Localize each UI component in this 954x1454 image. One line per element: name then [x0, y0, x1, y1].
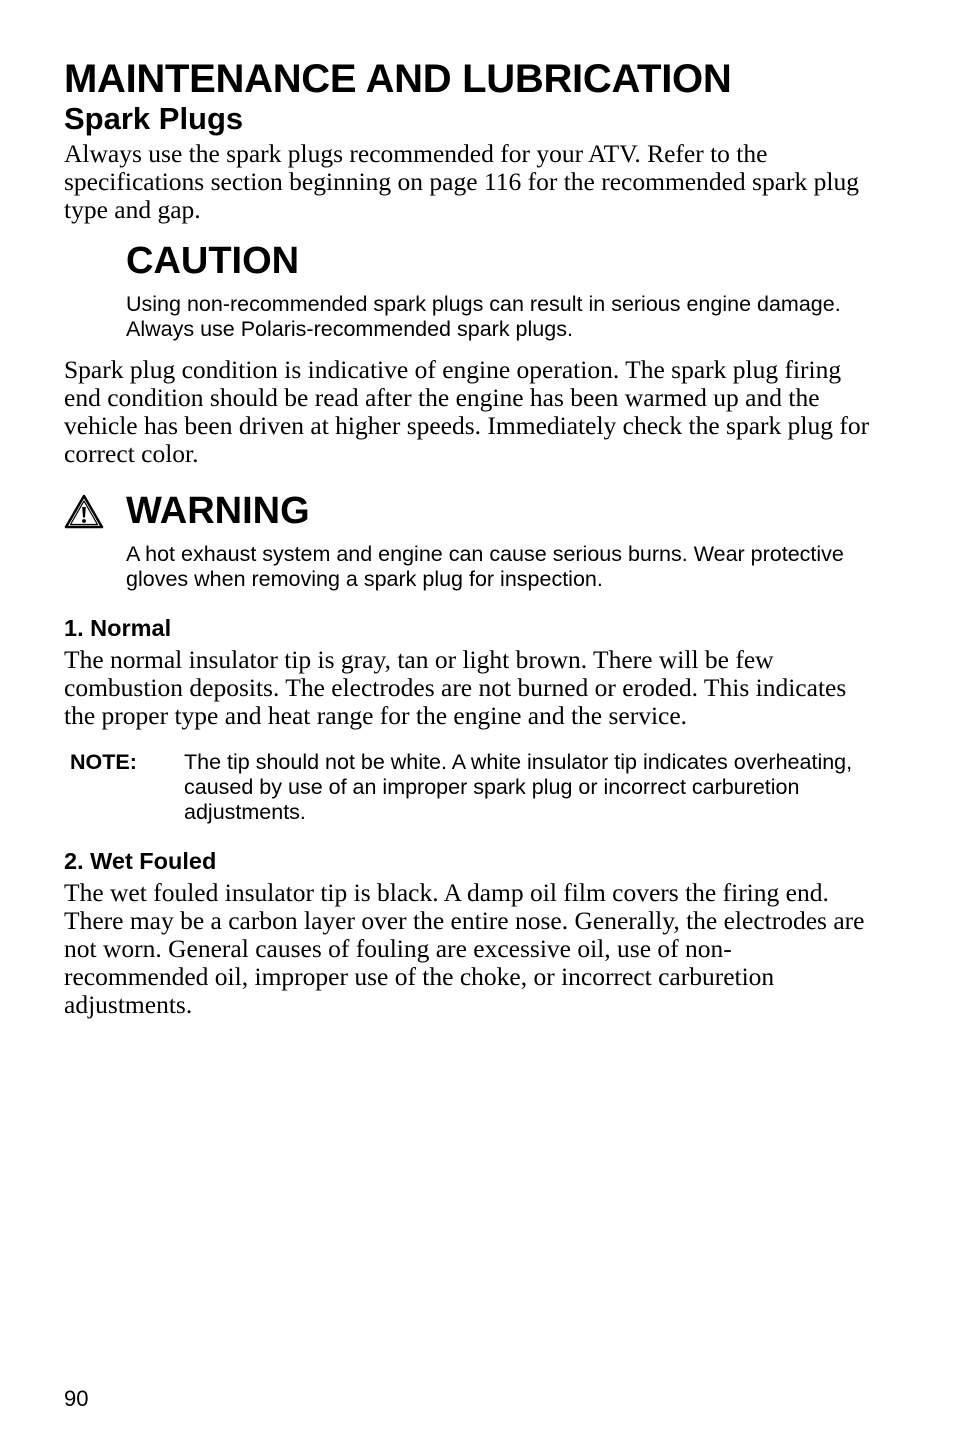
- section-title: MAINTENANCE AND LUBRICATION: [64, 57, 732, 101]
- warning-box: [126, 490, 874, 592]
- manual-page: [64, 56, 874, 1019]
- item-heading-normal: 1. Normal: [64, 615, 172, 641]
- item-heading-wet-fouled: 2. Wet Fouled: [64, 848, 217, 874]
- warning-text: A hot exhaust system and engine can cause serious burns. Wear protective gloves when removing a spark plug for inspection.: [126, 542, 844, 591]
- caution-text: Using non-recommended spark plugs can result in serious engine damage. Always use Polaris-recommended spark plugs.: [126, 292, 841, 341]
- page-number: 90: [64, 1386, 89, 1411]
- intro-paragraph: Always use the spark plugs recommended for your ATV. Refer to the specifications section beginning on page 116 for the recommended spark plug type and gap.: [64, 139, 859, 224]
- item-text-wet-fouled: The wet fouled insulator tip is black. A damp oil film covers the firing end. There may be a carbon layer over the entire nose. Generally, the electrodes are not worn. General causes of fouling are excessive oil, use of non-recommended oil, improper use of the choke, or incorrect carburetion adjustments.: [64, 878, 865, 1019]
- note-block: [64, 750, 874, 825]
- warning-heading-row: [126, 490, 874, 532]
- subsection-title: Spark Plugs: [64, 101, 244, 136]
- condition-paragraph: Spark plug condition is indicative of engine operation. The spark plug firing end condition should be read after the engine has been warmed up and the vehicle has been driven at higher speeds. Immediately check the spark plug for correct color.: [64, 355, 870, 468]
- note-label: NOTE:: [70, 750, 137, 774]
- warning-heading: WARNING: [126, 490, 310, 532]
- item-text-normal: The normal insulator tip is gray, tan or light brown. There will be few combustion deposits. The electrodes are not burned or eroded. This indicates the proper type and heat range for the engine and the service.: [64, 645, 847, 730]
- note-text: The tip should not be white. A white insulator tip indicates overheating, caused by use of an improper spark plug or incorrect carburetion adjustments.: [184, 750, 853, 824]
- caution-box: [126, 240, 874, 342]
- caution-heading: CAUTION: [126, 240, 300, 282]
- warning-triangle-icon: [64, 494, 104, 530]
